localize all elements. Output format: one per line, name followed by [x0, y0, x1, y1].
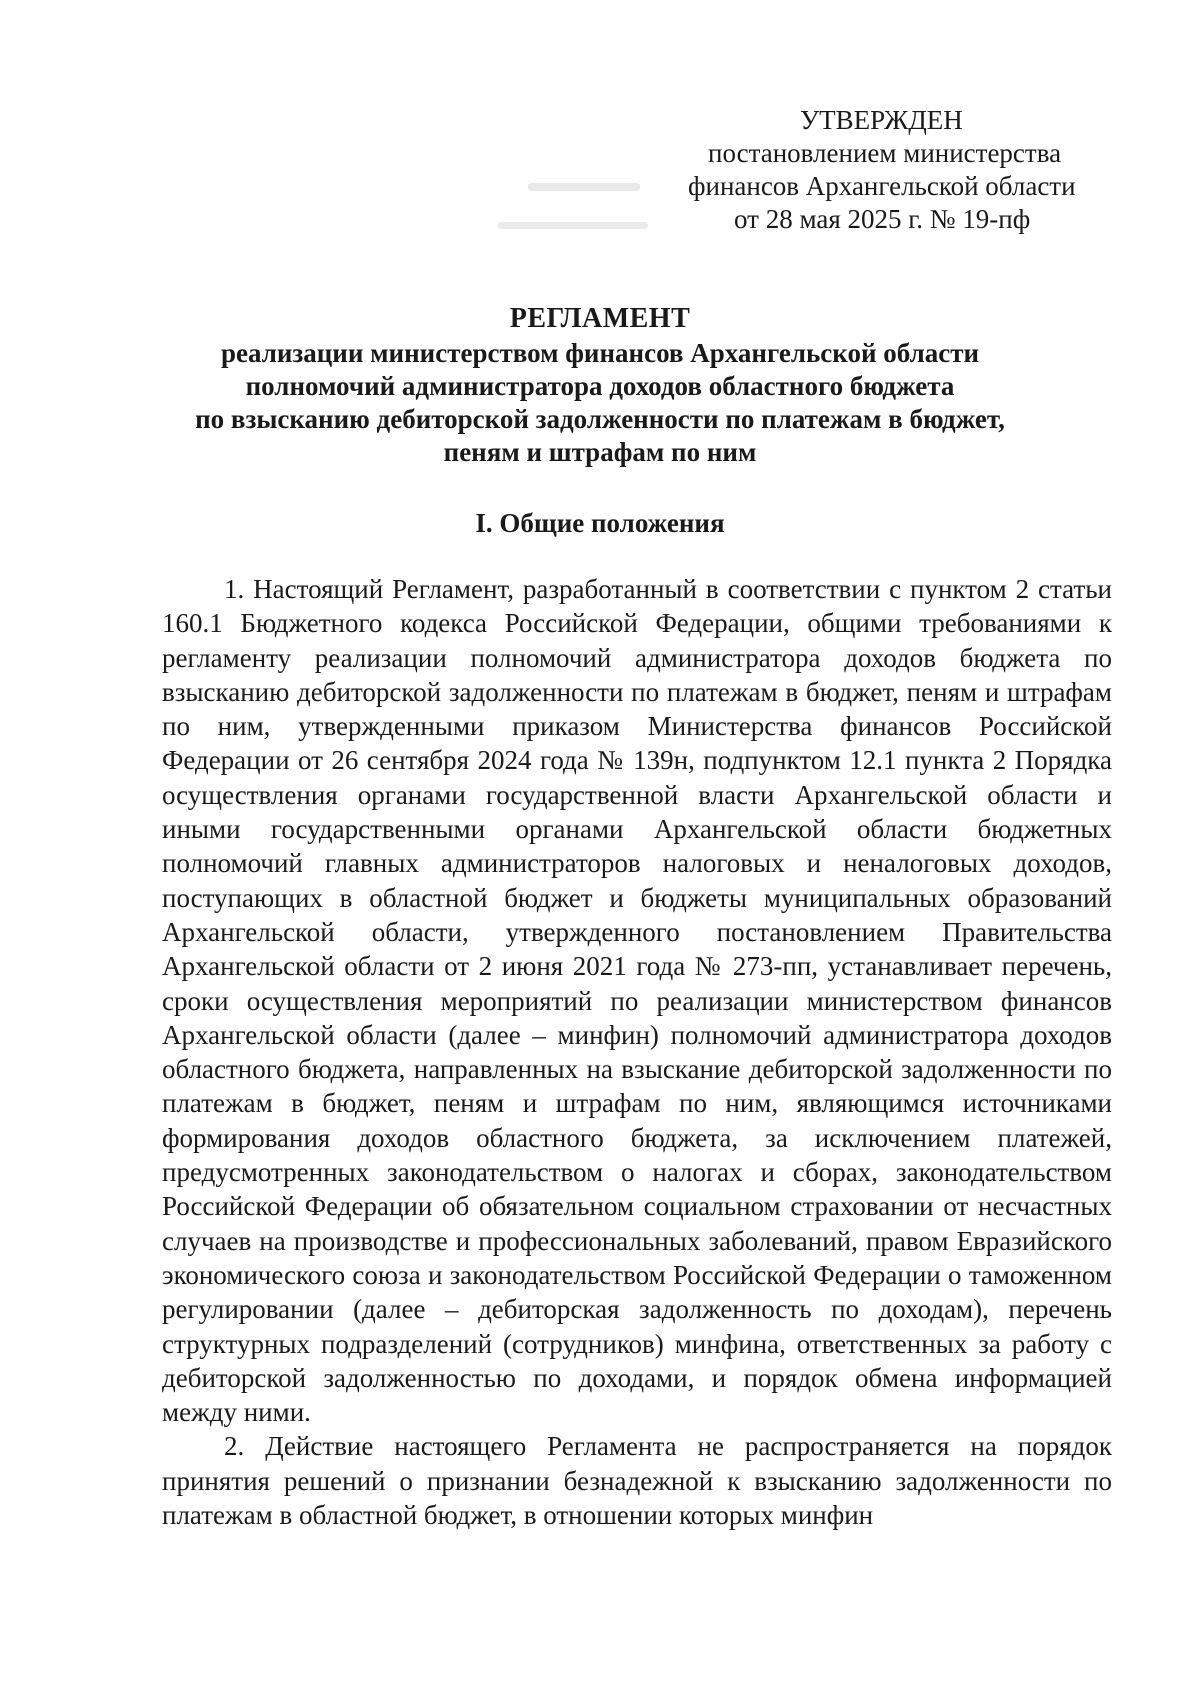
paragraph-2: 2. Действие настоящего Регламента не распространяется на порядок принятия решений о признании безнадежной к взысканию задолженности по платежам в областной бюджет, в отношении которых минфин	[162, 1431, 1112, 1531]
title-line: пеням и штрафам по ним	[443, 437, 757, 467]
scan-smudge	[528, 183, 640, 191]
scan-smudge	[498, 222, 648, 229]
title-line: полномочий администратора доходов областного бюджета	[245, 371, 955, 401]
paragraph-1: 1. Настоящий Регламент, разработанный в соответствии с пунктом 2 статьи 160.1 Бюджетного кодекса Российской Федерации, общими требованиями к регламенту реализации полномочий администратора доходов бюджета по взысканию дебиторской задолженности по платежам в бюджет, пеням и штрафам по ним, утвержденными приказом Министерства финансов Российской Федерации от 26 сентября 2024 года № 139н, подпунктом 12.1 пункта 2 Порядка осуществления органами государственной власти Архангельской области и иными государственными органами Архангельской области бюджетных полномочий главных администраторов налоговых и неналоговых доходов, поступающих в областной бюджет и бюджеты муниципальных образований Архангельской области, утвержденного постановлением Правительства Архангельской области от 2 июня 2021 года № 273-пп, устанавливает перечень, сроки осуществления мероприятий по реализации министерством финансов Архангельской области (далее – минфин) полномочий администратора доходов областного бюджета, направленных на взыскание дебиторской задолженности по платежам в бюджет, пеням и штрафам по ним, являющимся источниками формирования доходов областного бюджета, за исключением платежей, предусмотренных законодательством о налогах и сборах, законодательством Российской Федерации об обязательном социальном страховании от несчастных случаев на производстве и профессиональных заболеваний, правом Евразийского экономического союза и законодательством Российской Федерации о таможенном регулировании (далее – дебиторская задолженность по доходам), перечень структурных подразделений (сотрудников) минфина, ответственных за работу с дебиторской задолженностью по доходами, и порядок обмена информацией между ними.	[162, 574, 1112, 1428]
document-title	[150, 302, 1050, 469]
title-main: РЕГЛАМЕНТ	[509, 303, 691, 334]
approval-stamp-block	[688, 104, 1120, 236]
approval-heading: УТВЕРЖДЕН	[800, 105, 963, 135]
approval-line: финансов Архангельской области	[688, 171, 1076, 201]
approval-line: постановлением министерства	[708, 138, 1062, 168]
approval-date-number: от 28 мая 2025 г. № 19-пф	[734, 204, 1031, 234]
document-body	[162, 572, 1112, 1532]
title-line: реализации министерством финансов Архангельской области	[220, 338, 980, 368]
title-line: по взысканию дебиторской задолженности по платежам в бюджет,	[195, 404, 1005, 434]
section-heading: I. Общие положения	[475, 508, 725, 538]
